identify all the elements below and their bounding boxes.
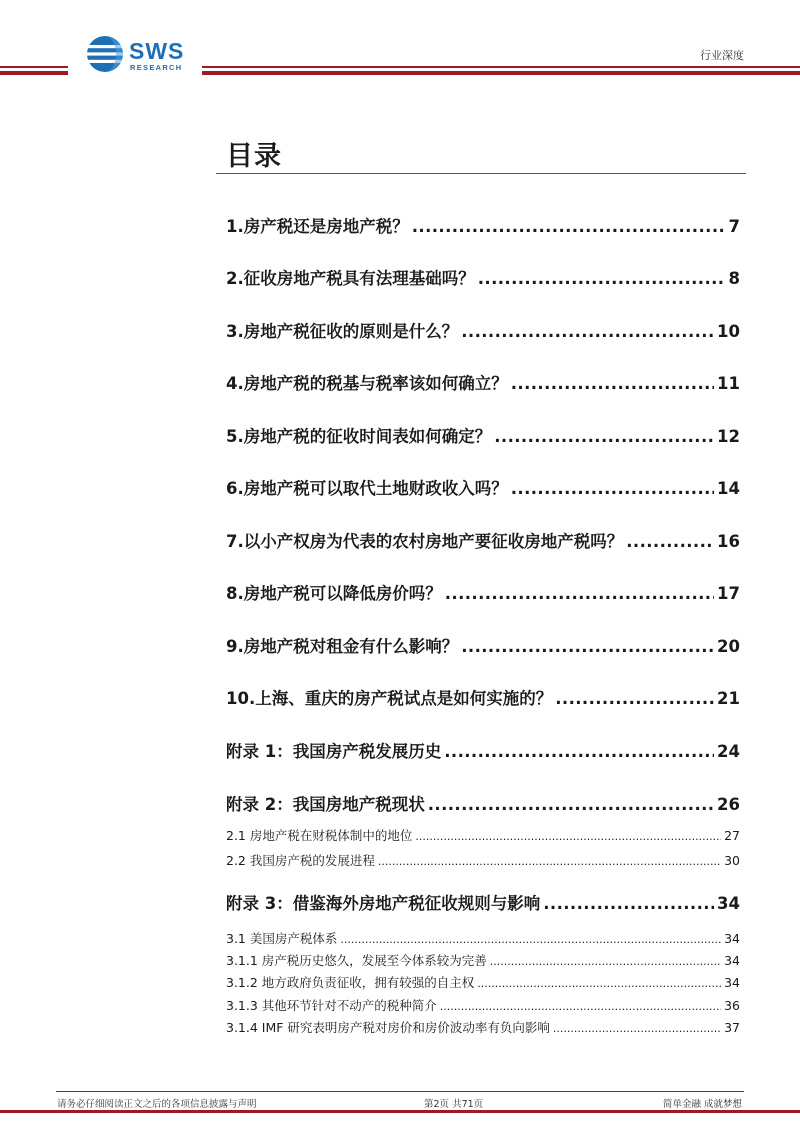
footer-slogan: 简单金融 成就梦想 [662,1099,742,1110]
toc-entry-page: 17 [717,584,740,603]
logo-subtext: RESEARCH [130,63,183,72]
toc-entry-page: 26 [717,795,740,814]
toc-entry-page: 37 [724,1020,740,1035]
toc-entry-label: 9.房地产税对租金有什么影响？ [226,637,459,656]
toc-entry-label: 3.1 美国房产税体系 [226,931,338,946]
toc-leader-dots [378,855,721,868]
toc-entry-label: 5.房地产税的征收时间表如何确定？ [226,427,492,446]
toc-leader-dots [555,689,714,708]
toc-entry[interactable] [226,423,740,447]
toc-entry[interactable] [226,370,740,394]
toc-leader-dots [444,742,714,761]
toc-entry[interactable] [226,890,740,914]
toc-leader-dots [461,322,714,341]
toc-leader-dots [415,830,721,843]
toc-subentry[interactable] [226,929,740,947]
toc-title-rule [216,173,746,174]
toc-entry-page: 11 [717,374,740,393]
toc-entry-page: 21 [717,689,740,708]
toc-subentry[interactable] [226,1018,740,1036]
toc-entry-page: 12 [717,427,740,446]
toc-entry-label: 附录 2：我国房地产税现状 [226,795,425,814]
toc-subentry[interactable] [226,973,740,991]
toc-leader-dots [340,933,721,946]
toc-entry[interactable] [226,213,740,237]
toc-entry-page: 34 [724,975,740,990]
toc-entry-page: 36 [724,998,740,1013]
toc-entry-label: 2.2 我国房产税的发展进程 [226,853,375,868]
toc-leader-dots [440,1000,721,1013]
toc-entry[interactable] [226,580,740,604]
toc-entry-page: 20 [717,637,740,656]
toc-entry-page: 8 [728,269,740,288]
toc-entry-page: 24 [717,742,740,761]
toc-entry-label: 3.房地产税征收的原则是什么？ [226,322,459,341]
toc-entry-label: 8.房地产税可以降低房价吗？ [226,584,442,603]
footer-page-number: 第2页 共71页 [424,1099,484,1110]
sws-globe-icon [85,34,125,74]
toc-entry-label: 1.房产税还是房地产税？ [226,217,409,236]
toc-leader-dots [461,637,714,656]
sws-logo [85,34,195,76]
toc-entry-label: 3.1.3 其他环节针对不动产的税种简介 [226,998,437,1013]
toc-leader-dots [511,374,714,393]
toc-entry-page: 7 [728,217,740,236]
toc-leader-dots [478,269,726,288]
toc-title: 目录 [226,141,282,172]
toc-entry-label: 7.以小产权房为代表的农村房地产要征收房地产税吗？ [226,532,624,551]
toc-subentry[interactable] [226,826,740,844]
toc-entry-page: 30 [724,853,740,868]
logo-text: SWS [129,38,185,64]
toc-entry[interactable] [226,791,740,815]
toc-leader-dots [511,479,714,498]
toc-leader-dots [543,894,714,913]
toc-leader-dots [494,427,714,446]
toc-entry-label: 3.1.2 地方政府负责征收，拥有较强的自主权 [226,975,475,990]
toc-entry[interactable] [226,738,740,762]
toc-leader-dots [428,795,714,814]
toc-leader-dots [477,977,721,990]
toc-entry[interactable] [226,475,740,499]
toc-entry-page: 34 [724,953,740,968]
toc-subentry[interactable] [226,851,740,869]
toc-subentry[interactable] [226,996,740,1014]
toc-entry-label: 3.1.4 IMF 研究表明房产税对房价和房价波动率有负向影响 [226,1020,550,1035]
toc-entry-page: 34 [724,931,740,946]
toc-entry[interactable] [226,528,740,552]
toc-entry[interactable] [226,318,740,342]
toc-entry-label: 3.1.1 房产税历史悠久，发展至今体系较为完善 [226,953,487,968]
toc-entry-page: 10 [717,322,740,341]
footer-bar [0,1110,800,1113]
toc-entry-label: 附录 1：我国房产税发展历史 [226,742,442,761]
toc-leader-dots [445,584,714,603]
toc-entry-page: 27 [724,828,740,843]
report-type-tag: 行业深度 [700,49,744,62]
toc-entry[interactable] [226,265,740,289]
toc-entry-label: 2.1 房地产税在财税体制中的地位 [226,828,413,843]
toc-entry-label: 附录 3：借鉴海外房地产税征收规则与影响 [226,894,541,913]
toc-subentry[interactable] [226,951,740,969]
toc-leader-dots [490,955,721,968]
toc-entry-label: 10.上海、重庆的房产税试点是如何实施的？ [226,689,553,708]
toc-leader-dots [412,217,726,236]
toc-entry-page: 14 [717,479,740,498]
toc-leader-dots [626,532,714,551]
footer-rule [56,1091,744,1092]
toc-entry[interactable] [226,633,740,657]
footer-disclaimer: 请务必仔细阅读正文之后的各项信息披露与声明 [57,1099,257,1110]
toc-entry-page: 34 [717,894,740,913]
toc-entry-label: 2.征收房地产税具有法理基础吗？ [226,269,475,288]
toc-entry[interactable] [226,685,740,709]
toc-leader-dots [553,1022,721,1035]
toc-entry-page: 16 [717,532,740,551]
toc-entry-label: 6.房地产税可以取代土地财政收入吗？ [226,479,508,498]
toc-entry-label: 4.房地产税的税基与税率该如何确立？ [226,374,508,393]
